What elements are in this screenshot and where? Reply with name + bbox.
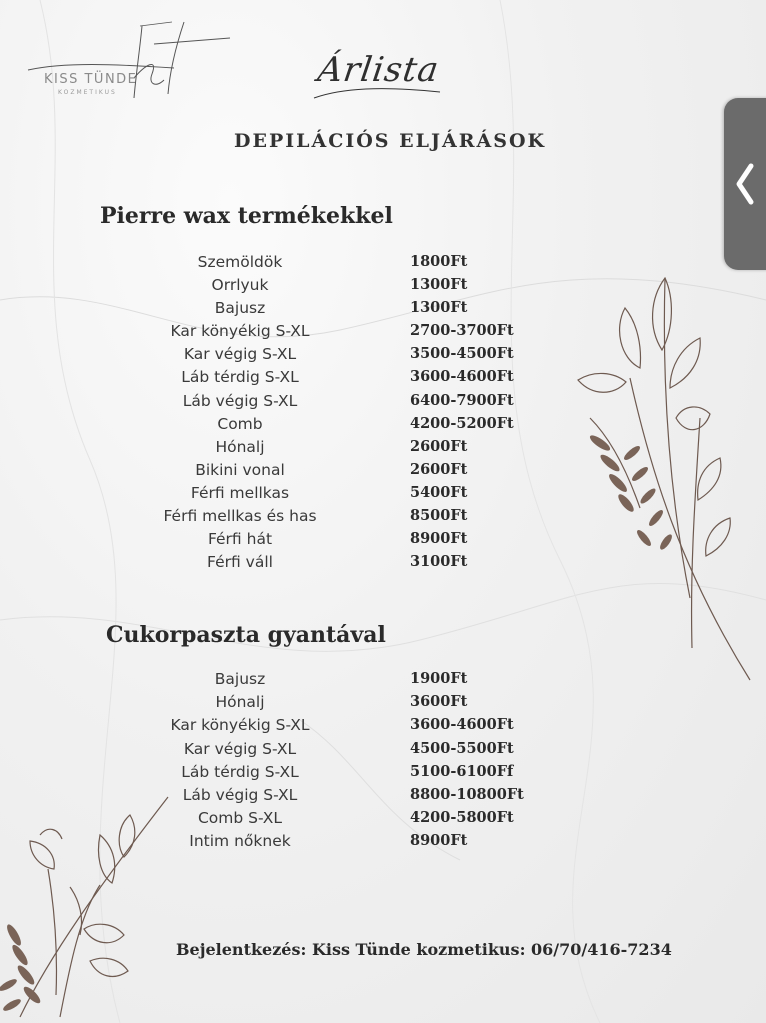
list-item [110, 368, 550, 391]
list-item [110, 507, 550, 530]
service-price: 3100Ft [410, 553, 468, 571]
service-name: Intim nőknek [189, 832, 291, 851]
price-list-script-title: Árlista [315, 50, 442, 90]
list-item [110, 763, 570, 786]
service-price: 3600Ft [410, 693, 468, 711]
service-price: 8900Ft [410, 832, 468, 850]
service-name: Bikini vonal [195, 460, 285, 479]
service-price: 4200-5200Ft [410, 414, 514, 432]
service-price: 2600Ft [410, 460, 468, 478]
section-title-sugar-paste: Cukorpaszta gyantával [106, 622, 386, 648]
list-item [110, 693, 570, 716]
service-name: Láb végig S-XL [182, 391, 298, 410]
service-name: Férfi váll [207, 553, 273, 572]
botanical-decoration-right [570, 268, 760, 688]
service-price: 8900Ft [410, 530, 468, 548]
service-price: 6400-7900Ft [410, 391, 514, 409]
side-drawer-tab[interactable] [724, 98, 766, 270]
list-item [110, 322, 550, 345]
service-price: 2700-3700Ft [410, 322, 514, 340]
brand-name: KISS TÜNDE [44, 72, 138, 87]
service-name: Bajusz [214, 299, 266, 318]
service-name: Kar könyékig S-XL [170, 322, 310, 341]
service-price: 3600-4600Ft [410, 716, 514, 734]
service-name: Hónalj [215, 437, 265, 456]
list-item [110, 740, 570, 763]
service-name: Kar végig S-XL [183, 345, 297, 364]
list-item [110, 670, 570, 693]
service-price: 3500-4500Ft [410, 345, 514, 363]
service-name: Láb végig S-XL [182, 785, 298, 804]
service-price: 5400Ft [410, 483, 468, 501]
title-underline-flourish [312, 82, 442, 102]
list-item [110, 484, 550, 507]
service-price: 1300Ft [410, 299, 468, 317]
brand-monogram-logo [24, 18, 234, 106]
service-name: Kar könyékig S-XL [170, 716, 310, 735]
list-item [110, 345, 550, 368]
brand-subtitle: KOZMETIKUS [58, 89, 117, 96]
botanical-decoration-left [0, 795, 180, 1020]
page-title: DEPILÁCIÓS ELJÁRÁSOK [233, 130, 547, 152]
service-name: Láb térdig S-XL [181, 762, 299, 781]
service-price: 1800Ft [410, 253, 468, 270]
service-name: Bajusz [214, 670, 266, 688]
list-item [110, 716, 570, 739]
service-name: Orrlyuk [211, 276, 269, 295]
service-name: Hónalj [215, 693, 265, 712]
list-item [110, 415, 550, 438]
service-price: 5100-6100Ff [410, 762, 514, 780]
list-item [110, 553, 550, 576]
service-price: 1300Ft [410, 276, 468, 294]
section-title-pierre-wax: Pierre wax termékekkel [100, 203, 393, 229]
service-name: Kar végig S-XL [183, 739, 297, 758]
service-name: Férfi mellkas és has [163, 507, 317, 526]
booking-contact: Bejelentkezés: Kiss Tünde kozmetikus: 06/70/416-7234 [176, 940, 672, 959]
service-price: 2600Ft [410, 437, 468, 455]
service-price: 8500Ft [410, 507, 468, 525]
service-price: 4500-5500Ft [410, 739, 514, 757]
list-item [110, 253, 550, 276]
service-price: 1900Ft [410, 670, 468, 687]
chevron-left-icon [734, 162, 756, 206]
service-name: Láb térdig S-XL [181, 368, 299, 387]
service-price: 4200-5800Ft [410, 809, 514, 827]
list-item [110, 392, 550, 415]
list-item [110, 530, 550, 553]
service-price: 3600-4600Ft [410, 368, 514, 386]
service-name: Férfi mellkas [190, 483, 290, 502]
service-name: Szemöldök [197, 253, 283, 271]
service-name: Férfi hát [207, 530, 273, 549]
pierre-wax-price-list [110, 253, 550, 576]
service-name: Comb S-XL [197, 809, 283, 828]
list-item [110, 276, 550, 299]
service-name: Comb [217, 414, 263, 433]
service-price: 8800-10800Ft [410, 785, 524, 803]
list-item [110, 438, 550, 461]
list-item [110, 461, 550, 484]
list-item [110, 299, 550, 322]
